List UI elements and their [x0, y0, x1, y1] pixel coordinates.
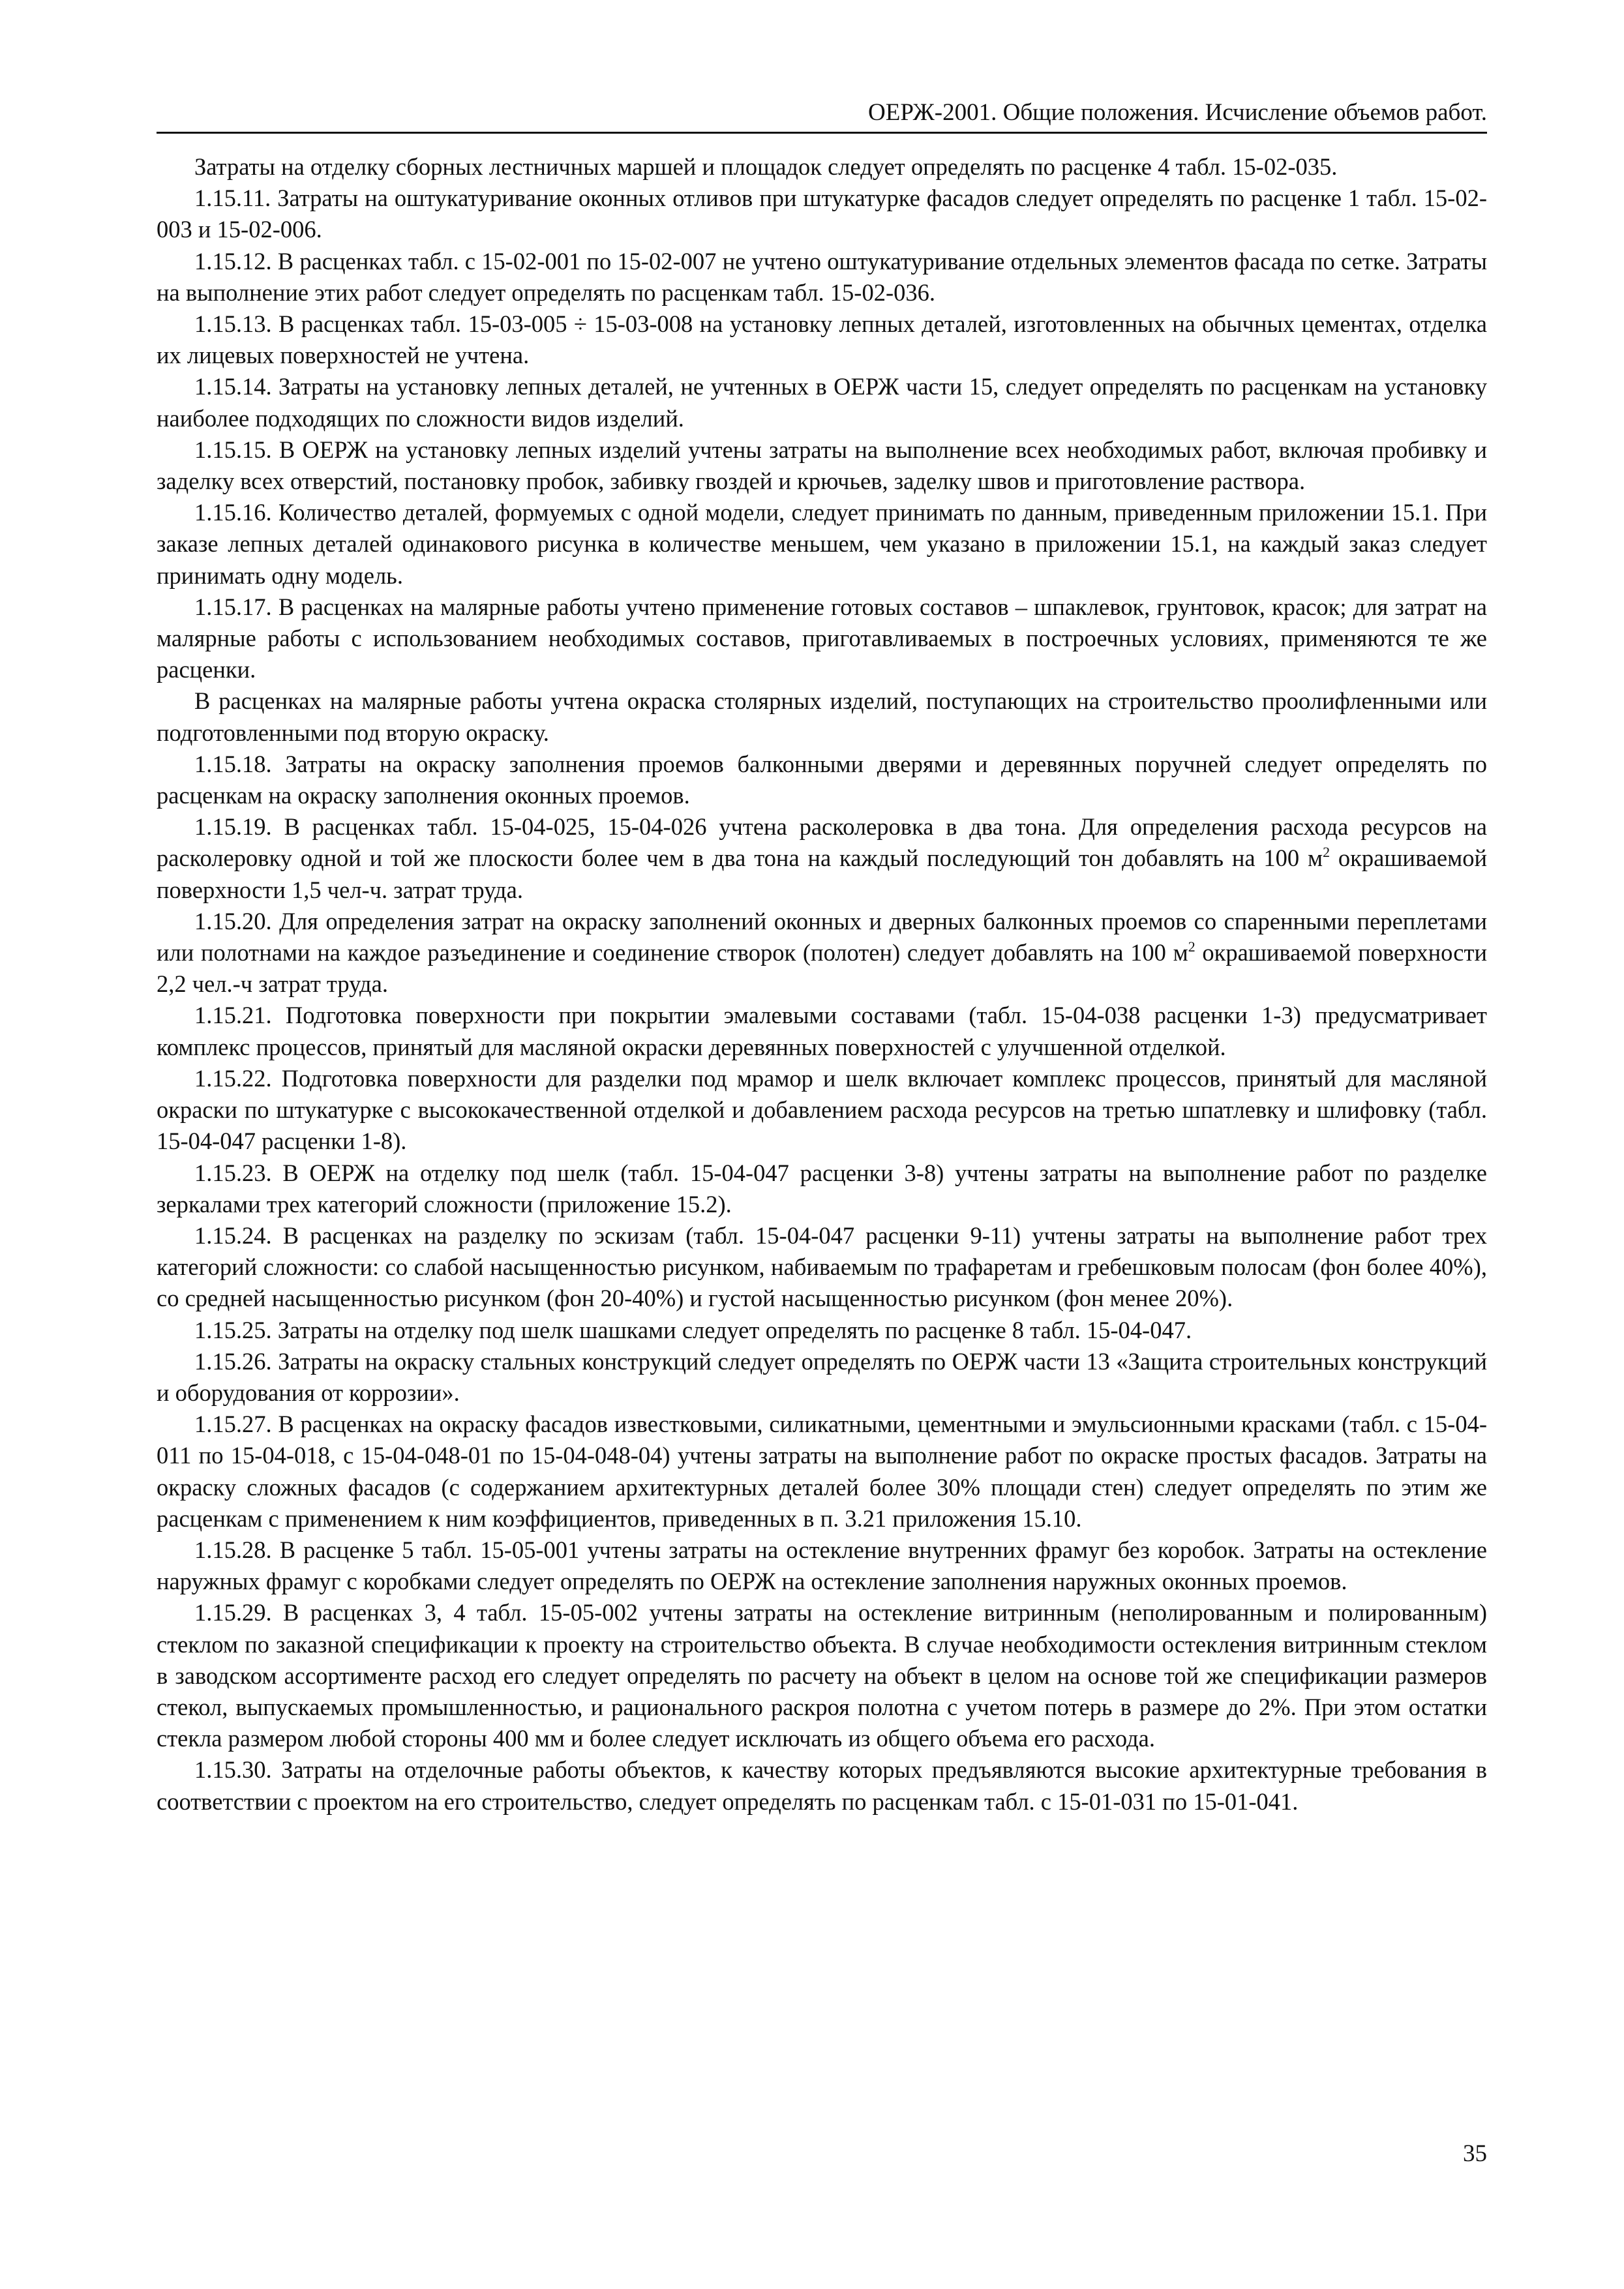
paragraph-text-after: окрашиваемой поверхности 2,2 чел.-ч затрат труда. — [157, 939, 1487, 998]
paragraph: 1.15.25. Затраты на отделку под шелк шашками следует определять по расценке 8 табл. 15-04-047. — [194, 1316, 1192, 1343]
paragraph: 1.15.23. В ОЕРЖ на отделку под шелк (табл. 15-04-047 расценки 3-8) учтены затраты на выполнение работ по разделке зеркалами трех категорий сложности (приложение 15.2). — [157, 1159, 1487, 1218]
paragraph: 1.15.16. Количество деталей, формуемых с одной модели, следует принимать по данным, приведенным приложении 15.1. При заказе лепных деталей одинакового рисунка в количестве меньшем, чем указано в приложении 15.1, на каждый заказ следует принимать одну модель. — [157, 499, 1487, 589]
paragraph-text-after: окрашиваемой поверхности 1,5 чел-ч. затрат труда. — [157, 845, 1487, 903]
paragraph: 1.15.26. Затраты на окраску стальных конструкций следует определять по ОЕРЖ части 13 «Защита строительных конструкций и оборудования от коррозии». — [157, 1347, 1487, 1406]
paragraph: 1.15.30. Затраты на отделочные работы объектов, к качеству которых предъявляются высокие архитектурные требования в соответствии с проектом на его строительство, следует определять по расценкам табл. с 15-01-031 по 15-01-041. — [157, 1756, 1487, 1815]
paragraph-text: 1.15.20. Для определения затрат на окраску заполнений оконных и дверных балконных проемов со спаренными переплетами или полотнами на каждое разъединение и соединение створок (полотен) следует добавлять на 100 м — [157, 907, 1487, 966]
superscript: 2 — [1188, 938, 1195, 955]
paragraph-text: 1.15.19. В расценках табл. 15-04-025, 15-04-026 учтена расколеровка в два тона. Для определения расхода ресурсов на расколеровку одной и той же плоскости более чем в два тона на каждый последующий тон добавлять на 100 м — [157, 813, 1487, 872]
paragraph: 1.15.28. В расценке 5 табл. 15-05-001 учтены затраты на остекление внутренних фрамуг без коробок. Затраты на остекление наружных фрамуг с коробками следует определять по ОЕРЖ на остекление заполнения наружных оконных проемов. — [157, 1536, 1487, 1595]
paragraph: 1.15.18. Затраты на окраску заполнения проемов балконными дверями и деревянных поручней следует определять по расценкам на окраску заполнения оконных проемов. — [157, 750, 1487, 809]
page-number: 35 — [1463, 2140, 1487, 2167]
paragraph: 1.15.17. В расценках на малярные работы учтено применение готовых составов – шпаклевок, грунтовок, красок; для затрат на малярные работы с использованием необходимых составов, приготавливаемых в построечных условиях, применяются те же расценки. — [157, 593, 1487, 683]
paragraph — [157, 811, 1487, 906]
paragraph: 1.15.12. В расценках табл. с 15-02-001 по 15-02-007 не учтено оштукатуривание отдельных элементов фасада по сетке. Затраты на выполнение этих работ следует определять по расценкам табл. 15-02-036. — [157, 247, 1487, 306]
paragraph: 1.15.22. Подготовка поверхности для разделки под мрамор и шелк включает комплекс процессов, принятый для масляной окраски по штукатурке с высококачественной отделкой и добавлением расхода ресурсов на третью шпатлевку и шлифовку (табл. 15-04-047 расценки 1-8). — [157, 1064, 1487, 1155]
header-rule — [157, 132, 1487, 134]
paragraph: 1.15.11. Затраты на оштукатуривание оконных отливов при штукатурке фасадов следует определять по расценке 1 табл. 15-02-003 и 15-02-006. — [157, 185, 1487, 243]
paragraph: 1.15.15. В ОЕРЖ на установку лепных изделий учтены затраты на выполнение всех необходимых работ, включая пробивку и заделку всех отверстий, постановку пробок, забивку гвоздей и крючьев, заделку швов и приготовление раствора. — [157, 436, 1487, 495]
paragraph — [157, 906, 1487, 1000]
superscript: 2 — [1323, 844, 1331, 861]
paragraph: Затраты на отделку сборных лестничных маршей и площадок следует определять по расценке 4 табл. 15-02-035. — [194, 153, 1338, 180]
running-header: ОЕРЖ-2001. Общие положения. Исчисление объемов работ. — [868, 99, 1487, 126]
paragraph: 1.15.13. В расценках табл. 15-03-005 ÷ 15-03-008 на установку лепных деталей, изготовленных на обычных цементах, отделка их лицевых поверхностей не учтена. — [157, 310, 1487, 369]
paragraph: 1.15.14. Затраты на установку лепных деталей, не учтенных в ОЕРЖ части 15, следует определять по расценкам на установку наиболее подходящих по сложности видов изделий. — [157, 373, 1487, 432]
paragraph: 1.15.27. В расценках на окраску фасадов известковыми, силикатными, цементными и эмульсионными красками (табл. с 15-04-011 по 15-04-018, с 15-04-048-01 по 15-04-048-04) учтены затраты на выполнение работ по окраске простых фасадов. Затраты на окраску сложных фасадов (с содержанием архитектурных деталей более 30% площади стен) следует определять по этим же расценкам с применением к ним коэффициентов, приведенных в п. 3.21 приложения 15.10. — [157, 1411, 1487, 1532]
body-text — [157, 151, 1487, 1818]
paragraph: В расценках на малярные работы учтена окраска столярных изделий, поступающих на строительство проолифленными или подготовленными под вторую окраску. — [157, 687, 1487, 746]
paragraph: 1.15.24. В расценках на разделку по эскизам (табл. 15-04-047 расценки 9-11) учтены затраты на выполнение работ трех категорий сложности: со слабой насыщенностью рисунком, набиваемым по трафаретам и гребешковым полосам (фон более 40%), со средней насыщенностью рисунком (фон 20-40%) и густой насыщенностью рисунком (фон менее 20%). — [157, 1221, 1487, 1312]
paragraph: 1.15.21. Подготовка поверхности при покрытии эмалевыми составами (табл. 15-04-038 расценки 1-3) предусматривает комплекс процессов, принятый для масляной окраски деревянных поверхностей с улучшенной отделкой. — [157, 1002, 1487, 1060]
paragraph: 1.15.29. В расценках 3, 4 табл. 15-05-002 учтены затраты на остекление витринным (неполированным и полированным) стеклом по заказной спецификации к проекту на строительство объекта. В случае необходимости остекления витринным стеклом в заводском ассортименте расход его следует определять по расчету на объект в целом на основе той же спецификации размеров стекол, выпускаемых промышленностью, и рационального раскроя полотна с учетом потерь в размере до 2%. При этом остатки стекла размером любой стороны 400 мм и более следует исключать из общего объема его расхода. — [157, 1599, 1487, 1752]
